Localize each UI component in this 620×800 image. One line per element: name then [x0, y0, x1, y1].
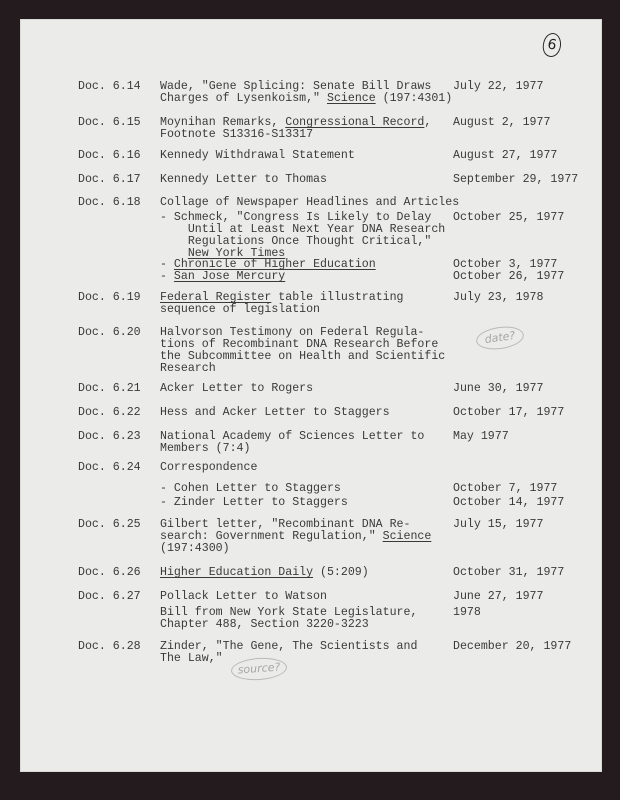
sub-item-date: October 14, 1977 [453, 496, 565, 509]
doc-date: July 15, 1977 [453, 518, 544, 531]
doc-label: Doc. 6.27 [78, 590, 141, 603]
doc-description-line [160, 304, 320, 316]
doc-date: October 17, 1977 [453, 406, 565, 419]
doc-date: August 27, 1977 [453, 149, 558, 162]
text-segment: (197:4301) [375, 92, 453, 105]
doc-date: August 2, 1977 [453, 116, 551, 129]
text-segment: - Zinder Letter to Staggers [160, 496, 348, 509]
text-segment: (5:209) [313, 566, 369, 579]
text-segment: Halvorson Testimony on Federal Regula- [160, 326, 425, 339]
doc-label: Doc. 6.20 [78, 326, 141, 339]
sub-item-line [160, 497, 348, 509]
underlined-title: Congressional Record [285, 116, 425, 129]
text-segment: Research [160, 362, 216, 375]
text-segment: Collage of Newspaper Headlines and Articles [160, 196, 460, 209]
text-segment: Hess and Acker Letter to Staggers [160, 406, 390, 419]
text-segment: Wade, "Gene Splicing: Senate Bill Draws [160, 80, 432, 93]
text-segment: Zinder, "The Gene, The Scientists and [160, 640, 418, 653]
doc-label: Doc. 6.16 [78, 149, 141, 162]
sub-item-date: October 3, 1977 [453, 258, 558, 271]
doc-description-line [160, 591, 327, 603]
sub-item-date: 1978 [453, 606, 481, 619]
underlined-title: Science [382, 530, 432, 543]
text-segment: Moynihan Remarks, [160, 116, 286, 129]
handwritten-page-number: 6 [541, 31, 564, 58]
sub-item-date: October 26, 1977 [453, 270, 565, 283]
doc-date: July 23, 1978 [453, 291, 544, 304]
text-segment: Kennedy Letter to Thomas [160, 173, 327, 186]
doc-date: June 30, 1977 [453, 382, 544, 395]
doc-description-line [160, 197, 459, 209]
underlined-title: Federal Register [160, 291, 272, 304]
text-segment: Gilbert letter, "Recombinant DNA Re- [160, 518, 411, 531]
text-segment: - Schmeck, "Congress Is Likely to Delay [160, 211, 432, 224]
doc-label: Doc. 6.19 [78, 291, 141, 304]
doc-label: Doc. 6.21 [78, 382, 141, 395]
doc-date: May 1977 [453, 430, 509, 443]
doc-description-line [160, 129, 313, 141]
text-segment: Kennedy Withdrawal Statement [160, 149, 355, 162]
doc-date: October 31, 1977 [453, 566, 565, 579]
doc-label: Doc. 6.23 [78, 430, 141, 443]
text-segment: National Academy of Sciences Letter to [160, 430, 425, 443]
text-segment: Footnote S13316-S13317 [160, 128, 314, 141]
doc-description-line [160, 462, 257, 474]
text-segment: - [160, 270, 174, 283]
text-segment: search: Government Regulation," [160, 530, 383, 543]
doc-date: December 20, 1977 [453, 640, 572, 653]
doc-description-line [160, 543, 230, 555]
text-segment: The Law," [160, 652, 223, 665]
underlined-title: Science [326, 92, 376, 105]
doc-description-line [160, 407, 390, 419]
text-segment: Until at Least Next Year DNA Research [160, 223, 446, 236]
doc-label: Doc. 6.18 [78, 196, 141, 209]
text-segment: , [424, 116, 432, 129]
doc-description-line [160, 567, 369, 579]
text-segment: the Subcommittee on Health and Scientific [160, 350, 446, 363]
text-segment: Correspondence [160, 461, 258, 474]
text-segment: Members (7:4) [160, 442, 251, 455]
text-segment: - Cohen Letter to Staggers [160, 482, 341, 495]
text-segment: sequence of legislation [160, 303, 321, 316]
text-segment: Bill from New York State Legislature, [160, 606, 418, 619]
underlined-title: Chronicle of Higher Education [173, 258, 376, 271]
doc-label: Doc. 6.24 [78, 461, 141, 474]
sub-item-date: October 7, 1977 [453, 482, 558, 495]
doc-label: Doc. 6.14 [78, 80, 141, 93]
doc-description-line [160, 363, 216, 375]
doc-description-line [160, 653, 223, 665]
sub-item-line [160, 483, 341, 495]
text-segment: Charges of Lysenkoism," [160, 92, 327, 105]
doc-label: Doc. 6.25 [78, 518, 141, 531]
doc-label: Doc. 6.22 [78, 406, 141, 419]
underlined-title: Higher Education Daily [160, 566, 314, 579]
doc-date: September 29, 1977 [453, 173, 579, 186]
doc-label: Doc. 6.17 [78, 173, 141, 186]
text-segment: Pollack Letter to Watson [160, 590, 327, 603]
doc-description-line [160, 443, 250, 455]
doc-date: July 22, 1977 [453, 80, 544, 93]
sub-item-line [160, 271, 285, 283]
underlined-title: San Jose Mercury [173, 270, 286, 283]
text-segment: (197:4300) [160, 542, 230, 555]
text-segment: table illustrating [271, 291, 404, 304]
doc-label: Doc. 6.26 [78, 566, 141, 579]
doc-description-line [160, 93, 452, 105]
doc-label: Doc. 6.28 [78, 640, 141, 653]
sub-item-line [160, 619, 369, 631]
pencil-note-date: date? [475, 324, 526, 352]
doc-description-line [160, 174, 327, 186]
text-segment: Chapter 488, Section 3220-3223 [160, 618, 369, 631]
doc-date: June 27, 1977 [453, 590, 544, 603]
doc-description-line [160, 150, 355, 162]
doc-description-line [160, 383, 313, 395]
text-segment: Acker Letter to Rogers [160, 382, 314, 395]
sub-item-date: October 25, 1977 [453, 211, 565, 224]
underlined-title: New York Times [187, 247, 286, 260]
text-segment: Regulations Once Thought Critical," [160, 235, 432, 248]
doc-label: Doc. 6.15 [78, 116, 141, 129]
text-segment: - [160, 258, 174, 271]
pencil-note-source: source? [230, 656, 287, 682]
text-segment: tions of Recombinant DNA Research Before [160, 338, 439, 351]
